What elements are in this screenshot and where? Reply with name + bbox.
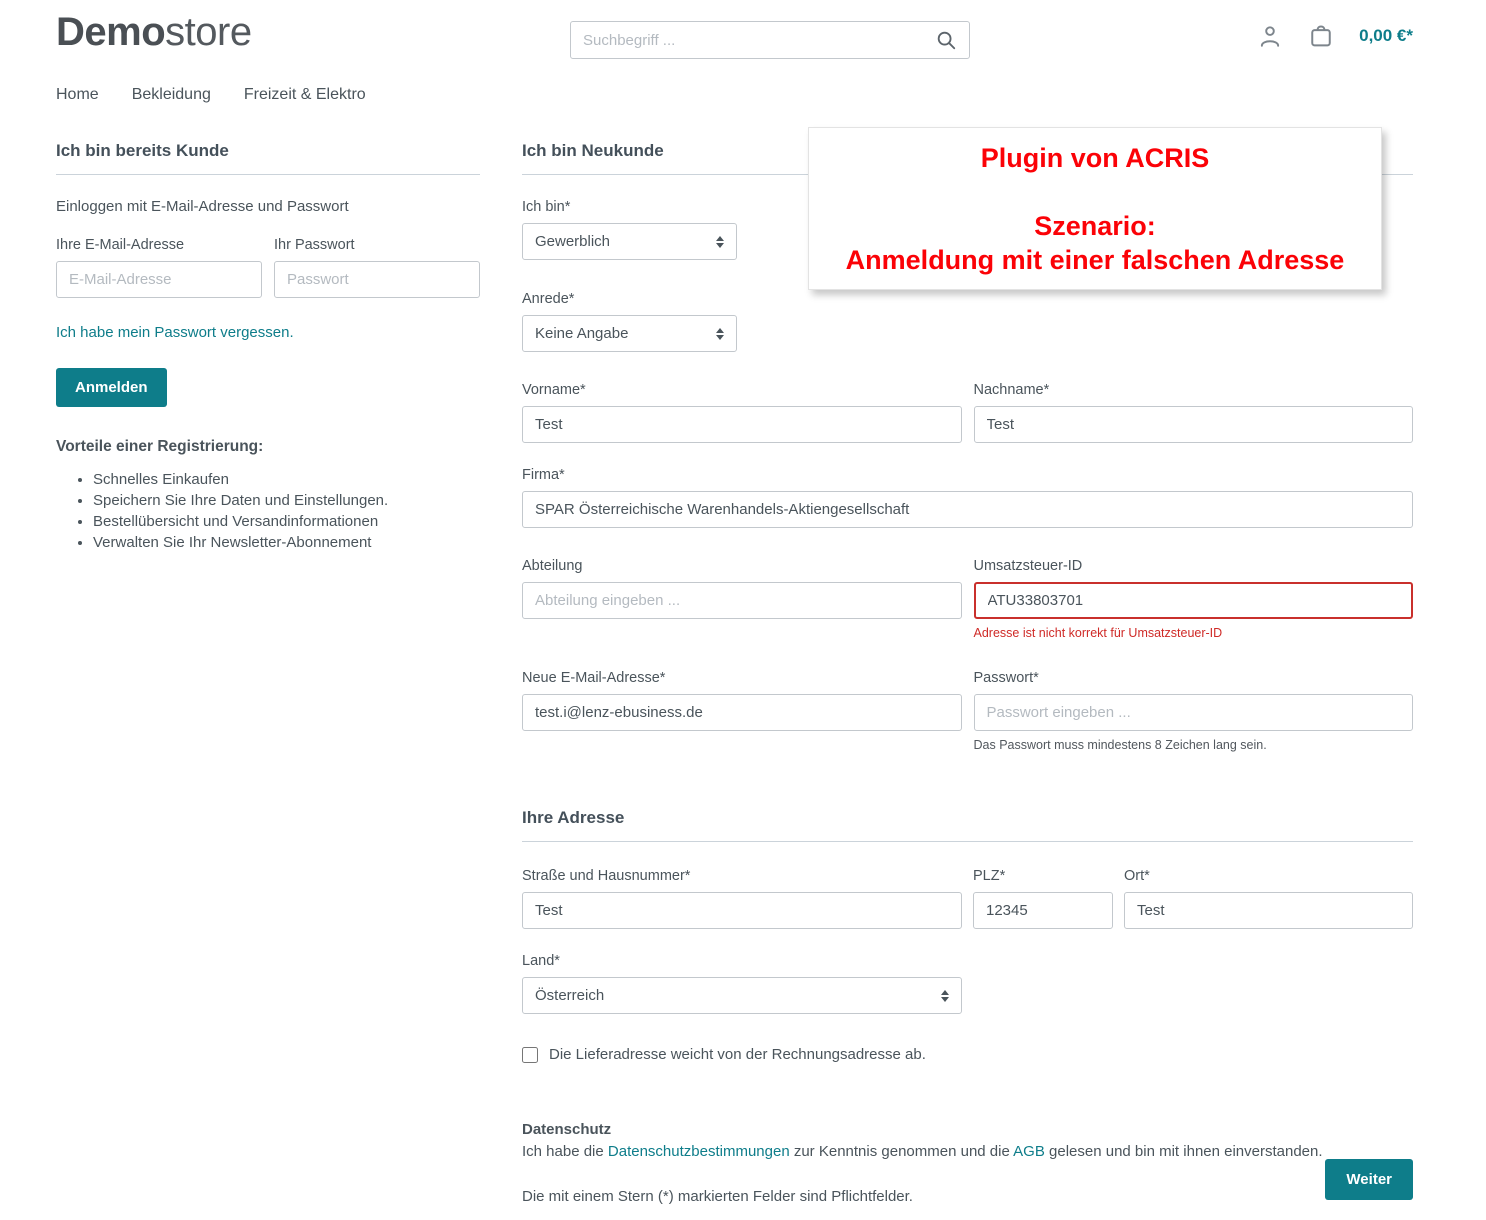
privacy-title: Datenschutz [522, 1121, 612, 1138]
privacy-text-before: Ich habe die [522, 1143, 608, 1160]
company-label: Firma* [522, 467, 565, 483]
benefit-item: • Speichern Sie Ihre Daten und Einstellungen. [93, 490, 480, 511]
first-name-group [522, 382, 962, 443]
vat-id-group [974, 558, 1414, 640]
login-subtitle: Einloggen mit E-Mail-Adresse und Passwort [56, 198, 349, 215]
first-name-input[interactable] [522, 406, 962, 443]
register-title: Ich bin Neukunde [522, 141, 1413, 175]
customer-type-value: Gewerblich [535, 233, 611, 250]
login-title: Ich bin bereits Kunde [56, 141, 480, 175]
salutation-group [522, 291, 1413, 352]
shipping-address-row [522, 1046, 1413, 1063]
zip-input[interactable] [973, 892, 1113, 929]
privacy-text-after: gelesen und bin mit ihnen einverstanden. [1044, 1143, 1323, 1160]
city-label: Ort* [1124, 868, 1150, 884]
new-email-group [522, 670, 962, 752]
last-name-label: Nachname* [973, 382, 1050, 398]
continue-button[interactable]: Weiter [1325, 1159, 1413, 1200]
company-input[interactable] [522, 491, 1413, 528]
search-icon[interactable] [935, 29, 957, 51]
salutation-select[interactable] [522, 315, 737, 352]
different-shipping-label: Die Lieferadresse weicht von der Rechnungsadresse ab. [549, 1046, 926, 1063]
street-input[interactable] [522, 892, 962, 929]
city-group [1124, 868, 1413, 929]
benefits-title: Vorteile einer Registrierung: [56, 438, 264, 455]
select-caret-icon [941, 990, 949, 1002]
new-password-input[interactable] [974, 694, 1414, 731]
street-group [522, 868, 962, 929]
overlay-line2: Szenario: [1034, 211, 1156, 241]
salutation-label: Anrede* [522, 291, 575, 307]
new-password-label: Passwort* [973, 670, 1039, 686]
privacy-text-middle: zur Kenntnis genommen und die [789, 1143, 1014, 1160]
department-input[interactable] [522, 582, 962, 619]
vat-id-input[interactable] [974, 582, 1414, 619]
logo-text-light: store [165, 10, 252, 54]
different-shipping-checkbox[interactable] [522, 1047, 538, 1063]
nav-item-home[interactable]: Home [56, 86, 99, 103]
new-email-label: Neue E-Mail-Adresse* [522, 670, 666, 686]
privacy-section [522, 1121, 1413, 1205]
customer-type-select[interactable] [522, 223, 737, 260]
first-name-label: Vorname* [522, 382, 586, 398]
register-section [522, 141, 1413, 1205]
login-password-group [274, 237, 480, 298]
required-fields-note: Die mit einem Stern (*) markierten Felder sind Pflichtfelder. [522, 1188, 913, 1205]
vat-id-label: Umsatzsteuer-ID [973, 558, 1083, 574]
country-select[interactable] [522, 977, 962, 1014]
acris-plugin-overlay [808, 127, 1382, 290]
country-value: Österreich [535, 987, 605, 1004]
last-name-group [974, 382, 1414, 443]
login-section [56, 141, 480, 1205]
nav-item-bekleidung[interactable]: Bekleidung [131, 86, 211, 103]
benefit-item: • Bestellübersicht und Versandinformationen [93, 511, 480, 532]
zip-label: PLZ* [973, 868, 1006, 884]
nav-item-freizeit-elektro[interactable]: Freizeit & Elektro [243, 86, 366, 103]
benefit-item: • Verwalten Sie Ihr Newsletter-Abonnement [93, 532, 480, 553]
select-caret-icon [716, 236, 724, 248]
password-hint: Das Passwort muss mindestens 8 Zeichen lang sein. [973, 738, 1267, 752]
cart-total[interactable]: 0,00 €* [1359, 26, 1413, 45]
login-password-label: Ihr Passwort [274, 237, 355, 253]
search-bar [570, 21, 970, 59]
new-password-group [974, 670, 1414, 752]
country-group [522, 953, 1413, 1014]
overlay-line3: Anmeldung mit einer falschen Adresse [845, 245, 1345, 275]
account-icon[interactable] [1257, 23, 1283, 49]
benefit-item: • Schnelles Einkaufen [93, 469, 480, 490]
privacy-policy-link[interactable]: Datenschutzbestimmungen [607, 1143, 790, 1160]
salutation-value: Keine Angabe [535, 325, 629, 342]
login-email-input[interactable] [56, 261, 262, 298]
agb-link[interactable]: AGB [1013, 1143, 1045, 1160]
select-caret-icon [716, 328, 724, 340]
login-email-group [56, 237, 262, 298]
cart-icon[interactable] [1307, 22, 1335, 50]
logo-text-bold: Demo [56, 10, 166, 54]
last-name-input[interactable] [974, 406, 1414, 443]
header-actions [1257, 22, 1413, 50]
login-password-input[interactable] [274, 261, 480, 298]
street-label: Straße und Hausnummer* [522, 868, 691, 884]
country-label: Land* [522, 953, 560, 969]
shop-logo[interactable] [56, 10, 252, 55]
main-nav [0, 86, 1486, 104]
search-input[interactable] [583, 32, 935, 49]
department-group [522, 558, 962, 640]
login-submit-button[interactable]: Anmelden [56, 368, 167, 407]
company-group [522, 467, 1413, 528]
header [0, 0, 1486, 70]
new-email-input[interactable] [522, 694, 962, 731]
zip-group [973, 868, 1113, 929]
city-input[interactable] [1124, 892, 1413, 929]
forgot-password-link[interactable]: Ich habe mein Passwort vergessen. [56, 324, 294, 341]
overlay-line1: Plugin von ACRIS [980, 143, 1210, 173]
benefits-list [56, 469, 480, 553]
department-label: Abteilung [522, 558, 583, 574]
login-email-label: Ihre E-Mail-Adresse [56, 237, 185, 253]
customer-type-label: Ich bin* [522, 199, 571, 215]
vat-id-error: Adresse ist nicht korrekt für Umsatzsteuer-ID [973, 626, 1223, 640]
address-title: Ihre Adresse [522, 808, 1413, 842]
privacy-text [522, 1143, 1413, 1160]
